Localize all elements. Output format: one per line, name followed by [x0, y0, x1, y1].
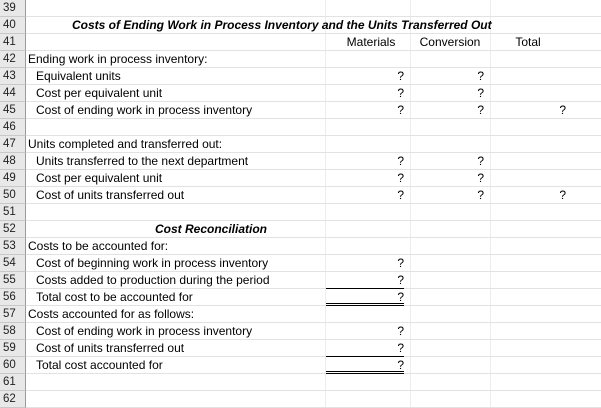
beginning-wip-label: Cost of beginning work in process inventory [36, 256, 269, 270]
row-header[interactable]: 56 [0, 289, 26, 306]
cost-ending-materials[interactable]: ? [397, 103, 404, 117]
row-52 [0, 221, 601, 238]
row-44 [0, 85, 601, 102]
row-cells[interactable] [26, 102, 601, 119]
cost-transferred-total[interactable]: ? [559, 188, 566, 202]
transferred-cost-per-eu-label: Cost per equivalent unit [36, 171, 163, 185]
cost-ending-conversion[interactable]: ? [477, 103, 484, 117]
row-header[interactable]: 62 [0, 391, 26, 408]
row-42 [0, 51, 601, 68]
row-cells[interactable] [26, 17, 601, 34]
row-cells[interactable] [26, 187, 601, 204]
costs-added-label: Costs added to production during the period [36, 273, 270, 287]
row-56 [0, 289, 601, 306]
row-header[interactable]: 54 [0, 255, 26, 272]
section-title: Costs of Ending Work in Process Inventory and the Units Transferred Out [72, 18, 492, 32]
row-cells[interactable] [26, 391, 601, 408]
row-cells[interactable] [26, 255, 601, 272]
row-cells[interactable] [26, 238, 601, 255]
equiv-units-materials[interactable]: ? [397, 69, 404, 83]
row-54 [0, 255, 601, 272]
row-header[interactable]: 60 [0, 357, 26, 374]
row-header[interactable]: 61 [0, 374, 26, 391]
transferred-cost-per-eu-conversion[interactable]: ? [477, 171, 484, 185]
row-header[interactable]: 44 [0, 85, 26, 102]
units-next-label: Units transferred to the next department [36, 154, 249, 168]
row-header[interactable]: 50 [0, 187, 26, 204]
recon-cost-ending-value[interactable]: ? [397, 324, 404, 338]
row-61 [0, 374, 601, 391]
header-total: Total [515, 35, 541, 49]
recon-cost-ending-label: Cost of ending work in process inventory [36, 324, 253, 338]
row-cells[interactable] [26, 119, 601, 136]
row-59 [0, 340, 601, 357]
costs-accounted-label: Costs accounted for as follows: [28, 307, 195, 321]
row-62 [0, 391, 601, 408]
row-48 [0, 153, 601, 170]
row-header[interactable]: 43 [0, 68, 26, 85]
row-header[interactable]: 47 [0, 136, 26, 153]
row-41 [0, 34, 601, 51]
row-cells[interactable] [26, 153, 601, 170]
row-header[interactable]: 40 [0, 17, 26, 34]
row-40 [0, 17, 601, 34]
row-cells[interactable] [26, 289, 601, 306]
cost-per-eu-materials[interactable]: ? [397, 86, 404, 100]
cost-ending-total[interactable]: ? [559, 103, 566, 117]
row-header[interactable]: 49 [0, 170, 26, 187]
row-55 [0, 272, 601, 289]
cost-ending-wip-label: Cost of ending work in process inventory [36, 103, 253, 117]
units-next-conversion[interactable]: ? [477, 154, 484, 168]
header-conversion: Conversion [419, 35, 481, 49]
row-header[interactable]: 57 [0, 306, 26, 323]
row-60 [0, 357, 601, 374]
row-cells[interactable] [26, 272, 601, 289]
cost-per-eu-label: Cost per equivalent unit [36, 86, 163, 100]
row-cells[interactable] [26, 340, 601, 357]
header-materials: Materials [346, 35, 396, 49]
row-cells[interactable] [26, 34, 601, 51]
row-51 [0, 204, 601, 221]
row-58 [0, 323, 601, 340]
row-cells[interactable] [26, 374, 601, 391]
row-header[interactable]: 59 [0, 340, 26, 357]
row-header[interactable]: 51 [0, 204, 26, 221]
total-to-account-value[interactable]: ? [326, 289, 404, 306]
transferred-label: Units completed and transferred out: [28, 137, 223, 151]
row-header[interactable]: 39 [0, 0, 26, 17]
row-cells[interactable] [26, 68, 601, 85]
row-header[interactable]: 55 [0, 272, 26, 289]
reconciliation-title: Cost Reconciliation [155, 222, 268, 236]
row-cells[interactable] [26, 204, 601, 221]
row-cells[interactable] [26, 136, 601, 153]
row-cells[interactable] [26, 306, 601, 323]
row-cells[interactable] [26, 323, 601, 340]
row-43 [0, 68, 601, 85]
row-header[interactable]: 58 [0, 323, 26, 340]
row-cells[interactable] [26, 0, 601, 17]
cost-transferred-conversion[interactable]: ? [477, 188, 484, 202]
row-cells[interactable] [26, 51, 601, 68]
row-47 [0, 136, 601, 153]
cost-transferred-materials[interactable]: ? [397, 188, 404, 202]
row-header[interactable]: 52 [0, 221, 26, 238]
row-header[interactable]: 45 [0, 102, 26, 119]
total-accounted-value[interactable]: ? [326, 357, 404, 374]
row-header[interactable]: 41 [0, 34, 26, 51]
row-header[interactable]: 48 [0, 153, 26, 170]
recon-cost-transferred-label: Cost of units transferred out [36, 341, 185, 355]
cost-units-transferred-label: Cost of units transferred out [36, 188, 185, 202]
cost-per-eu-conversion[interactable]: ? [477, 86, 484, 100]
row-cells[interactable] [26, 357, 601, 374]
row-46 [0, 119, 601, 136]
row-header[interactable]: 53 [0, 238, 26, 255]
row-53 [0, 238, 601, 255]
row-cells[interactable] [26, 170, 601, 187]
recon-cost-transferred-value[interactable]: ? [326, 340, 404, 357]
costs-to-account-label: Costs to be accounted for: [28, 239, 169, 253]
row-50 [0, 187, 601, 204]
transferred-cost-per-eu-materials[interactable]: ? [397, 171, 404, 185]
row-39 [0, 0, 601, 17]
row-cells[interactable] [26, 85, 601, 102]
row-49 [0, 170, 601, 187]
equiv-units-label: Equivalent units [36, 69, 121, 83]
beginning-wip-value[interactable]: ? [397, 256, 404, 270]
equiv-units-conversion[interactable]: ? [477, 69, 484, 83]
row-header[interactable]: 46 [0, 119, 26, 136]
total-to-account-label: Total cost to be accounted for [36, 290, 193, 304]
row-header[interactable]: 42 [0, 51, 26, 68]
row-57 [0, 306, 601, 323]
row-cells[interactable] [26, 221, 601, 238]
row-45 [0, 102, 601, 119]
units-next-materials[interactable]: ? [397, 154, 404, 168]
ending-wip-label: Ending work in process inventory: [28, 52, 208, 66]
costs-added-value[interactable]: ? [326, 272, 404, 289]
total-accounted-label: Total cost accounted for [36, 358, 163, 372]
